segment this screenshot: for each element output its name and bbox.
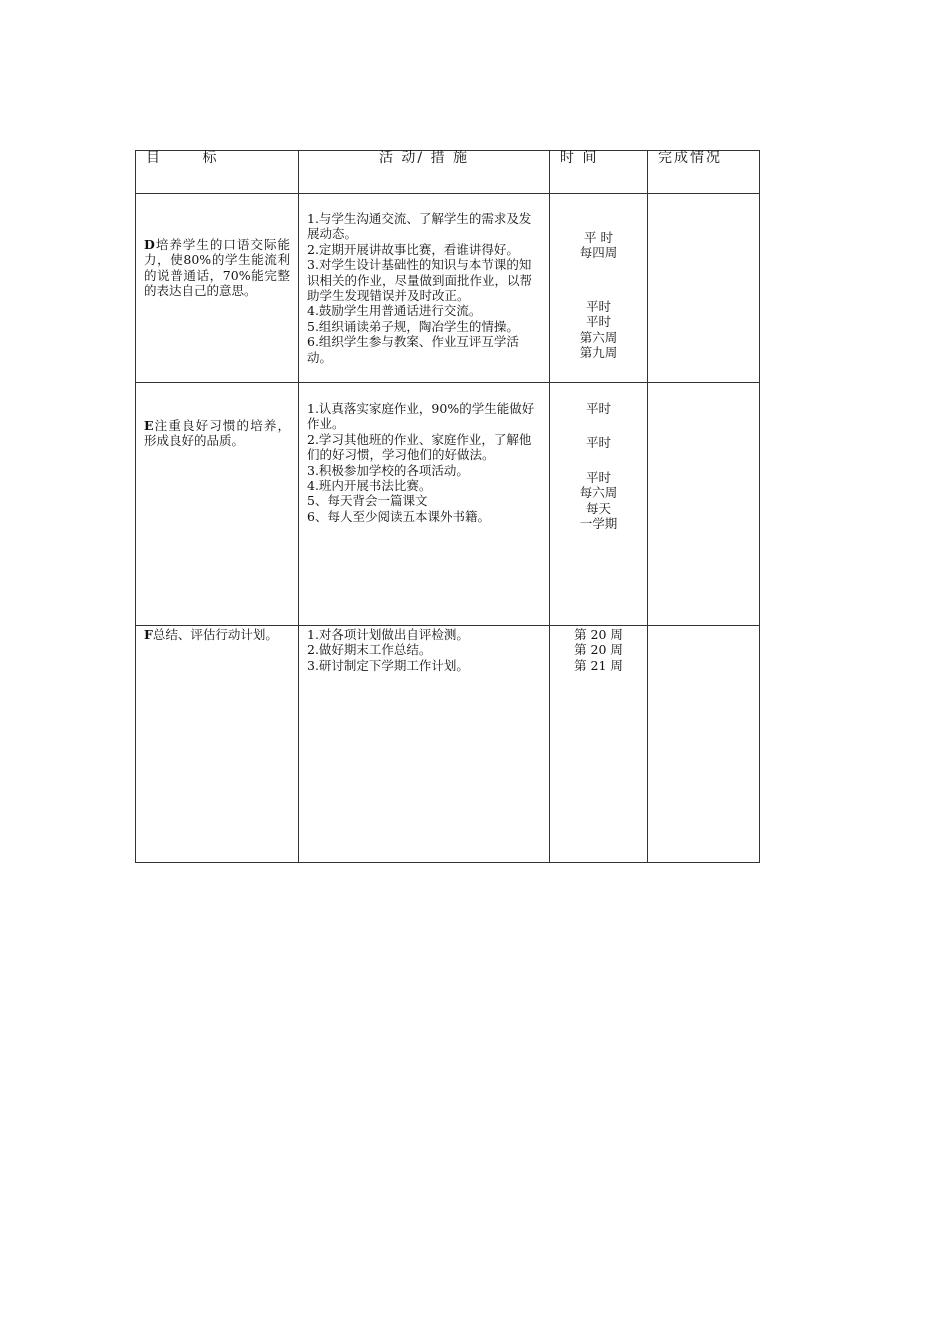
table-row [136,626,760,863]
time-item: 平 时 [584,230,613,245]
activity-cell [299,383,550,626]
activity-item: 2.定期开展讲故事比赛，看谁讲得好。 [307,241,519,257]
time-item: 第六周 [579,329,618,345]
goal-tag: F [144,627,153,642]
time-item: 平时 [585,401,611,416]
goal-cell [136,626,299,863]
activity-item: 6.组织学生参与教案、作业互评互学活动。 [307,334,519,365]
activity-item: 2.学习其他班的作业、家庭作业，了解他们的好习惯，学习他们的好做法。 [307,431,532,463]
header-time: 时 间 [550,151,648,194]
goal-cell [136,383,299,626]
time-item: 第九周 [579,345,618,361]
plan-table [135,150,760,863]
time-item: 每六周 [579,485,618,501]
time-cell [550,383,648,626]
activity-item: 5.组织诵读弟子规，陶冶学生的情操。 [307,318,519,334]
header-goal: 目 标 [136,151,299,194]
completion-cell [648,626,760,863]
goal-tag: D [144,237,155,252]
time-item: 平时 [585,435,611,451]
activity-item: 3.积极参加学校的各项活动。 [307,462,469,478]
goal-tag: E [144,418,154,433]
time-item: 第 20 周 [574,627,623,642]
completion-cell [648,194,760,383]
table-row [136,383,760,626]
header-completion: 完成情况 [648,151,760,194]
time-item: 第 20 周 [574,642,623,658]
goal-cell [136,194,299,383]
completion-cell [648,383,760,626]
activity-item: 1.与学生沟通交流、了解学生的需求及发展动态。 [307,211,532,242]
activity-item: 6、每人至少阅读五本课外书籍。 [307,508,490,524]
time-item: 第 21 周 [574,657,623,673]
goal-text: 注重良好习惯的培养，形成良好的品质。 [144,418,290,449]
header-activity: 活 动/ 措 施 [299,151,550,194]
time-item: 平时 [585,314,611,330]
time-item: 平时 [585,298,611,314]
activity-item: 4.鼓励学生用普通话进行交流。 [307,303,482,319]
time-item: 平时 [585,469,611,485]
goal-text: 培养学生的口语交际能力，使80%的学生能流利的说普通话，70%能完整的表达自己的意思。 [144,237,290,299]
time-cell [550,194,648,383]
time-item: 每天 [585,500,611,516]
activity-cell [299,626,550,863]
activity-item: 1.认真落实家庭作业，90%的学生能做好作业。 [307,401,535,432]
goal-text: 总结、评估行动计划。 [152,627,278,642]
table-header-row [136,151,760,194]
activity-item: 5、每天背会一篇课文 [307,493,428,509]
time-item: 一学期 [579,516,618,532]
time-cell [550,626,648,863]
activity-item: 2.做好期末工作总结。 [307,642,432,658]
activity-item: 3.对学生设计基础性的知识与本节课的知识相关的作业，尽量做到面批作业，以帮助学生发现错误并及时改正。 [307,257,533,304]
activity-cell [299,194,550,383]
activity-item: 1.对各项计划做出自评检测。 [307,627,469,642]
table-row [136,194,760,383]
activity-item: 4.班内开展书法比赛。 [307,478,432,494]
time-item: 每四周 [579,245,618,261]
activity-item: 3.研讨制定下学期工作计划。 [307,657,469,673]
